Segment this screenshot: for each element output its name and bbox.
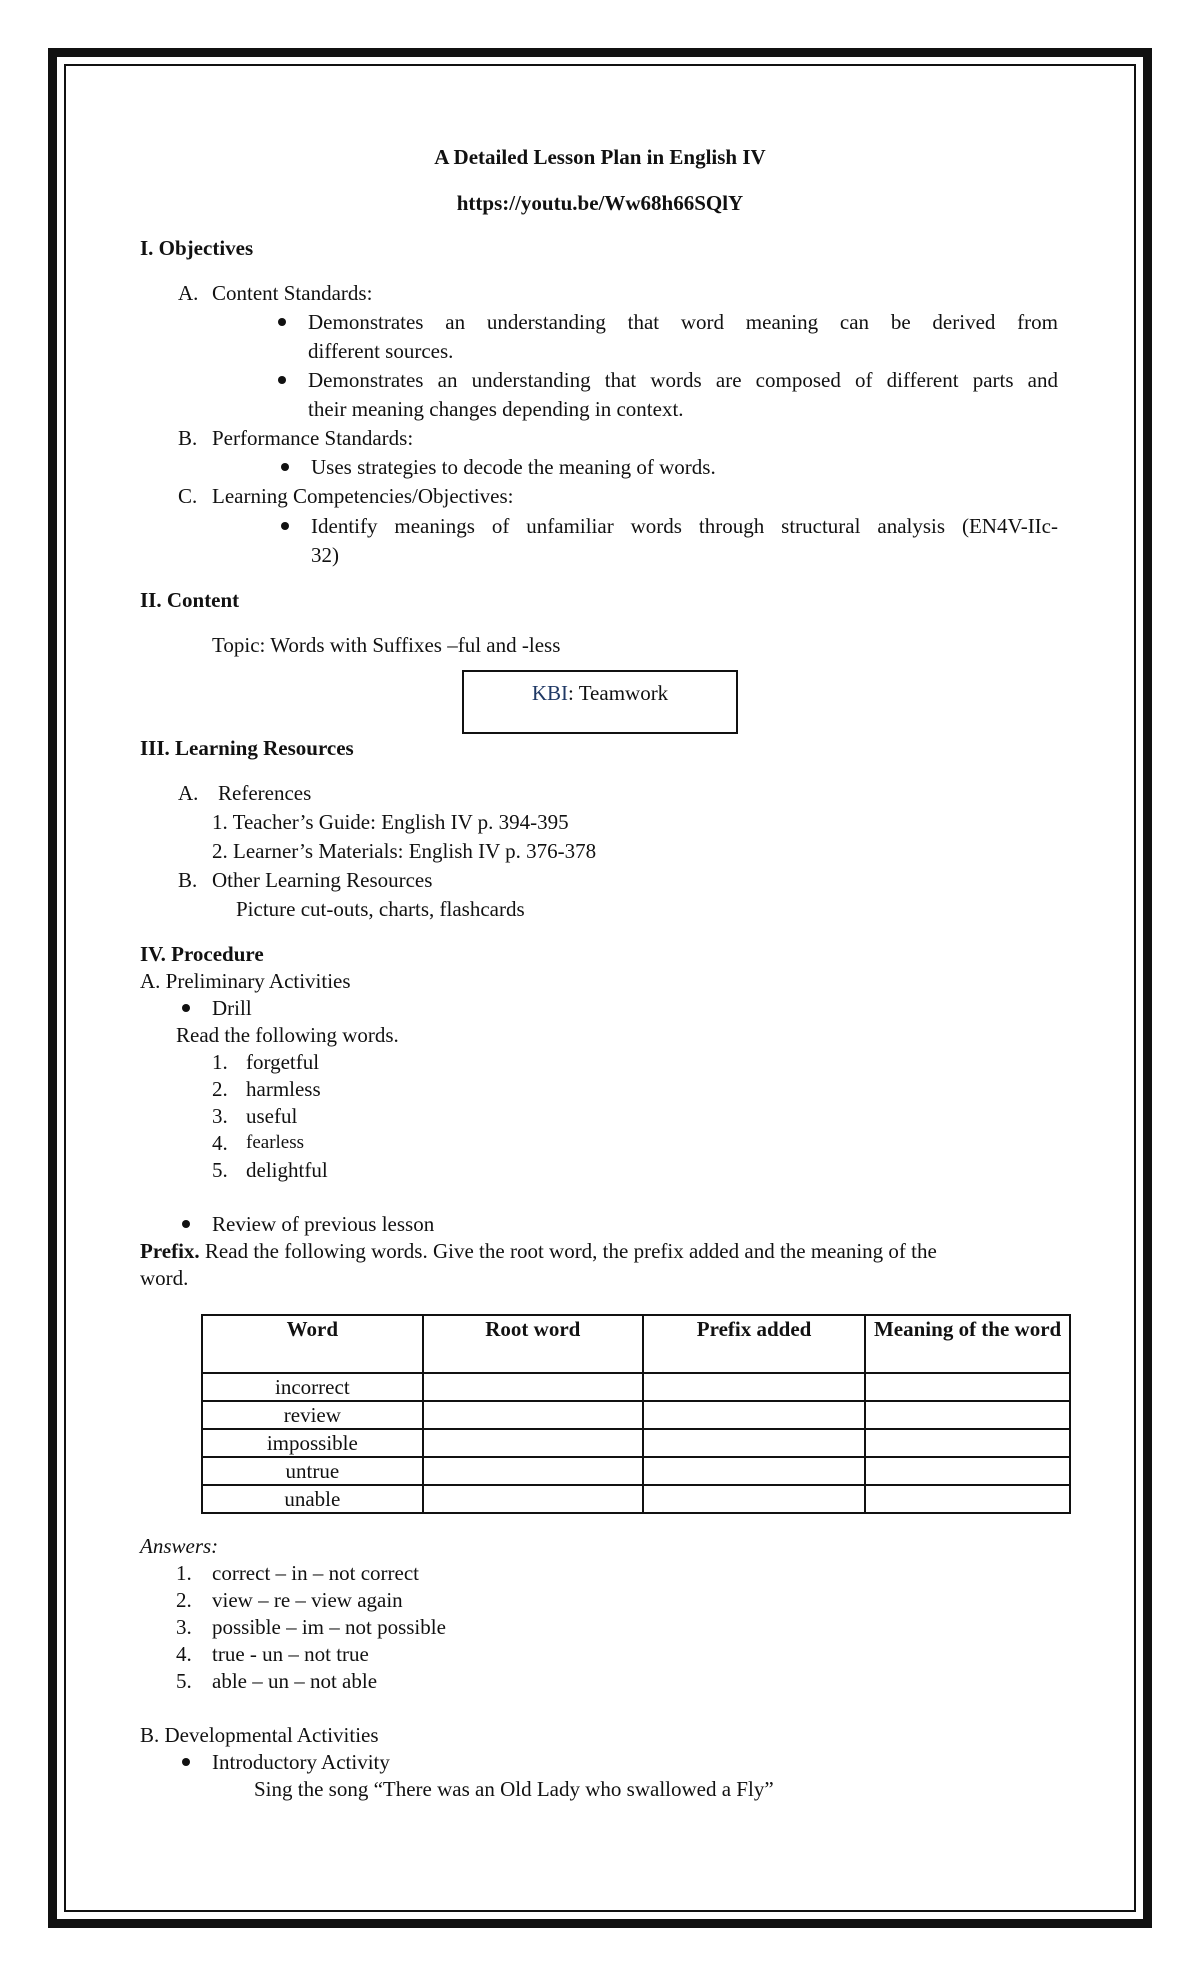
- drill-item: Drill: [212, 996, 252, 1020]
- prefix-instruction-line1: [140, 1238, 937, 1264]
- table-row: [202, 1429, 1070, 1457]
- table-cell-word: review: [202, 1401, 423, 1429]
- drill-word: forgetful: [246, 1050, 320, 1074]
- procedure-heading: IV. Procedure: [140, 942, 264, 966]
- kbi-box: [462, 670, 738, 734]
- table-cell-root: [423, 1485, 643, 1513]
- content-standard-2-line2: their meaning changes depending in context.: [308, 397, 684, 421]
- developmental-activities: B. Developmental Activities: [140, 1723, 379, 1747]
- content-heading: II. Content: [140, 588, 240, 612]
- table-row: [202, 1485, 1070, 1513]
- header-root-word: Root word: [423, 1315, 643, 1373]
- references-label: A.: [178, 781, 199, 805]
- content-standard-1-line1: Demonstrates an understanding that word meaning can be derived from: [308, 310, 1058, 334]
- performance-standards-label: B.: [178, 426, 198, 450]
- introductory-activity: Introductory Activity: [212, 1750, 390, 1774]
- answer-text: true - un – not true: [212, 1642, 369, 1666]
- prefix-instruction-line2: word.: [140, 1266, 189, 1290]
- answer-number: 3.: [176, 1615, 192, 1639]
- answer-text: view – re – view again: [212, 1588, 403, 1612]
- drill-word-number: 1.: [212, 1050, 228, 1074]
- reference-learners-materials: 2. Learner’s Materials: English IV p. 376-378: [212, 839, 597, 863]
- table-cell-prefix: [643, 1401, 865, 1429]
- answer-number: 2.: [176, 1588, 192, 1612]
- table-cell-meaning: [865, 1429, 1070, 1457]
- objectives-heading: I. Objectives: [140, 236, 254, 260]
- prefix-table: [201, 1314, 1071, 1514]
- drill-word-number: 4.: [212, 1131, 228, 1155]
- performance-standards-title: Performance Standards:: [212, 426, 414, 450]
- table-row: [202, 1401, 1070, 1429]
- table-cell-meaning: [865, 1373, 1070, 1401]
- answers-label: Answers:: [140, 1534, 219, 1558]
- answer-number: 5.: [176, 1669, 192, 1693]
- drill-word: useful: [246, 1104, 298, 1128]
- preliminary-activities: A. Preliminary Activities: [140, 969, 351, 993]
- content-standard-1-line2: different sources.: [308, 339, 454, 363]
- answer-text: correct – in – not correct: [212, 1561, 419, 1585]
- table-cell-meaning: [865, 1457, 1070, 1485]
- table-cell-prefix: [643, 1485, 865, 1513]
- resources-heading: III. Learning Resources: [140, 736, 354, 760]
- table-row: [202, 1457, 1070, 1485]
- kbi-label: KBI: [531, 681, 568, 705]
- table-cell-prefix: [643, 1373, 865, 1401]
- table-cell-root: [423, 1401, 643, 1429]
- table-cell-prefix: [643, 1429, 865, 1457]
- references-title: References: [218, 781, 312, 805]
- header-prefix-added: Prefix added: [643, 1315, 865, 1373]
- table-cell-meaning: [865, 1401, 1070, 1429]
- table-cell-word: unable: [202, 1485, 423, 1513]
- drill-word-number: 2.: [212, 1077, 228, 1101]
- kbi-value: : Teamwork: [567, 681, 669, 705]
- answer-text: able – un – not able: [212, 1669, 378, 1693]
- prefix-instruction-text: Read the following words. Give the root word, the prefix added and the meaning of the: [199, 1239, 937, 1263]
- content-standards-title: Content Standards:: [212, 281, 373, 305]
- drill-word-number: 5.: [212, 1158, 228, 1182]
- header-meaning: Meaning of the word: [865, 1315, 1070, 1373]
- table-row: [202, 1373, 1070, 1401]
- table-cell-word: impossible: [202, 1429, 423, 1457]
- answer-text: possible – im – not possible: [212, 1615, 446, 1639]
- content-standard-2-line1: Demonstrates an understanding that words are composed of different parts and: [308, 368, 1058, 392]
- video-link[interactable]: https://youtu.be/Ww68h66SQlY: [456, 191, 744, 215]
- other-resources-title: Other Learning Resources: [212, 868, 433, 892]
- table-cell-root: [423, 1457, 643, 1485]
- song-instruction: Sing the song “There was an Old Lady who swallowed a Fly”: [254, 1777, 774, 1801]
- other-resources-items: Picture cut-outs, charts, flashcards: [236, 897, 525, 921]
- competency-1-line2: 32): [311, 543, 339, 567]
- table-cell-root: [423, 1429, 643, 1457]
- answer-number: 4.: [176, 1642, 192, 1666]
- drill-word-number: 3.: [212, 1104, 228, 1128]
- table-cell-meaning: [865, 1485, 1070, 1513]
- content-standards-label: A.: [178, 281, 199, 305]
- table-cell-word: untrue: [202, 1457, 423, 1485]
- drill-word: delightful: [246, 1158, 328, 1182]
- content-topic: Topic: Words with Suffixes –ful and -less: [212, 633, 561, 657]
- drill-instruction: Read the following words.: [176, 1023, 399, 1047]
- table-cell-word: incorrect: [202, 1373, 423, 1401]
- table-cell-prefix: [643, 1457, 865, 1485]
- competencies-label: C.: [178, 484, 198, 508]
- table-header-row: [202, 1315, 1070, 1373]
- drill-word: fearless: [246, 1132, 305, 1153]
- table-cell-root: [423, 1373, 643, 1401]
- answer-number: 1.: [176, 1561, 192, 1585]
- performance-standard-1: Uses strategies to decode the meaning of words.: [311, 455, 716, 479]
- other-resources-label: B.: [178, 868, 198, 892]
- competency-1-line1: Identify meanings of unfamiliar words through structural analysis (EN4V-IIc-: [311, 514, 1058, 538]
- drill-word: harmless: [246, 1077, 321, 1101]
- header-word: Word: [202, 1315, 423, 1373]
- document-title: A Detailed Lesson Plan in English IV: [434, 145, 766, 169]
- competencies-title: Learning Competencies/Objectives:: [212, 484, 514, 508]
- prefix-label: Prefix.: [140, 1239, 200, 1263]
- review-item: Review of previous lesson: [212, 1212, 435, 1236]
- reference-teachers-guide: 1. Teacher’s Guide: English IV p. 394-395: [212, 810, 569, 834]
